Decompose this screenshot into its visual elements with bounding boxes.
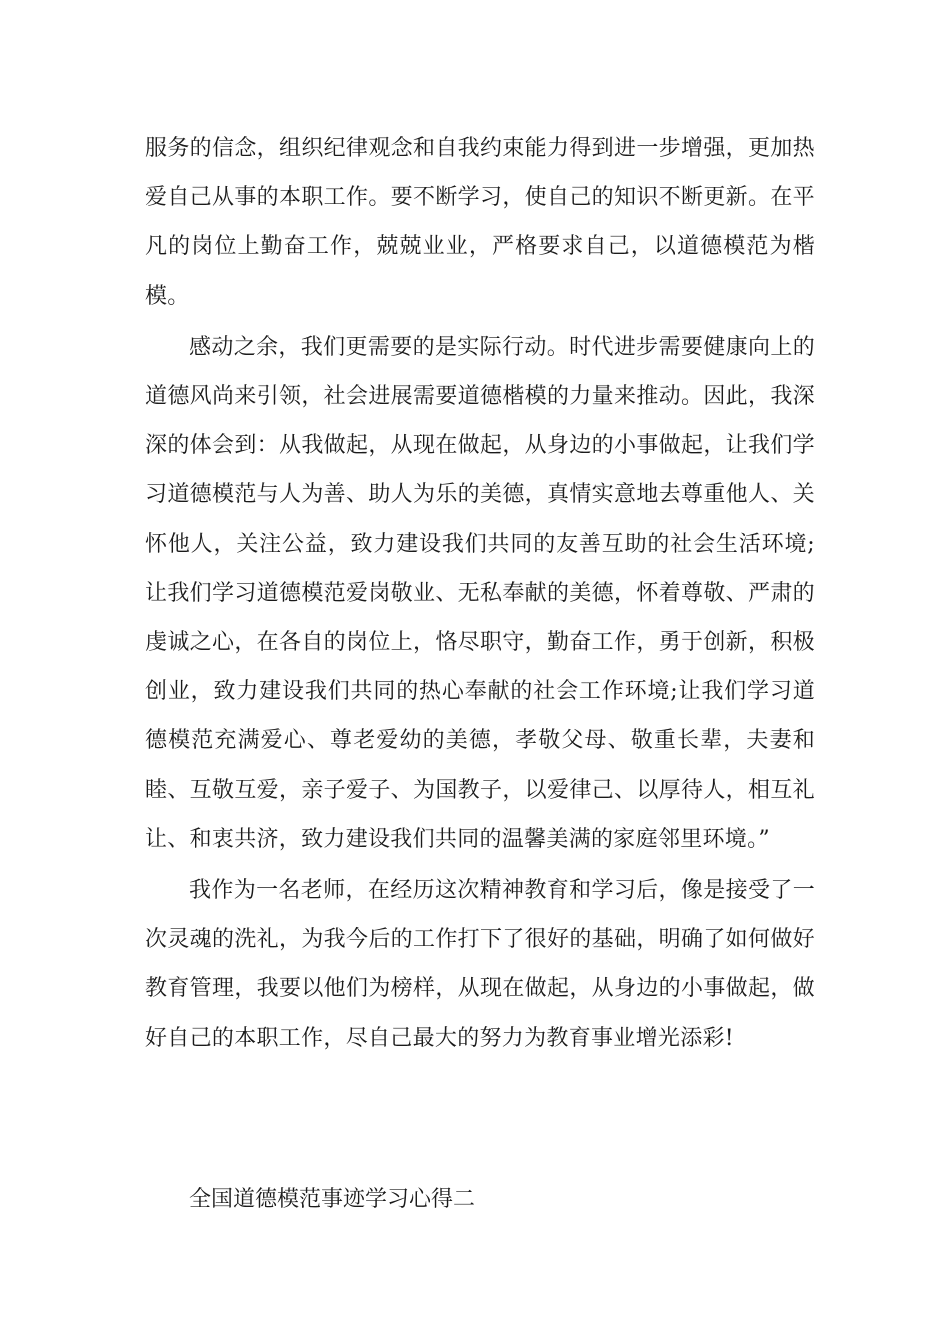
section-heading: 全国道德模范事迹学习心得二 <box>189 1187 476 1212</box>
document-body <box>145 124 815 1063</box>
paragraph-1: 服务的信念，组织纪律观念和自我约束能力得到进一步增强，更加热爱自己从事的本职工作。要不断学习，使自己的知识不断更新。在平凡的岗位上勤奋工作，兢兢业业，严格要求自己，以道德模范为楷模。 <box>145 136 815 309</box>
paragraph-2: 感动之余，我们更需要的是实际行动。时代进步需要健康向上的道德风尚来引领，社会进展需要道德楷模的力量来推动。因此，我深深的体会到：从我做起，从现在做起，从身边的小事做起，让我们学习道德模范与人为善、助人为乐的美德，真情实意地去尊重他人、关怀他人，关注公益，致力建设我们共同的友善互助的社会生活环境;让我们学习道德模范爱岗敬业、无私奉献的美德，怀着尊敬、严肃的虔诚之心，在各自的岗位上，恪尽职守，勤奋工作，勇于创新，积极创业，致力建设我们共同的热心奉献的社会工作环境;让我们学习道德模范充满爱心、尊老爱幼的美德，孝敬父母、敬重长辈，夫妻和睦、互敬互爱，亲子爱子、为国教子，以爱律己、以厚待人，相互礼让、和衷共济，致力建设我们共同的温馨美满的家庭邻里环境。” <box>145 334 815 852</box>
paragraph-3: 我作为一名老师，在经历这次精神教育和学习后，像是接受了一次灵魂的洗礼，为我今后的工作打下了很好的基础，明确了如何做好教育管理，我要以他们为榜样，从现在做起，从身边的小事做起，做好自己的本职工作，尽自己最大的努力为教育事业增光添彩! <box>145 878 815 1051</box>
